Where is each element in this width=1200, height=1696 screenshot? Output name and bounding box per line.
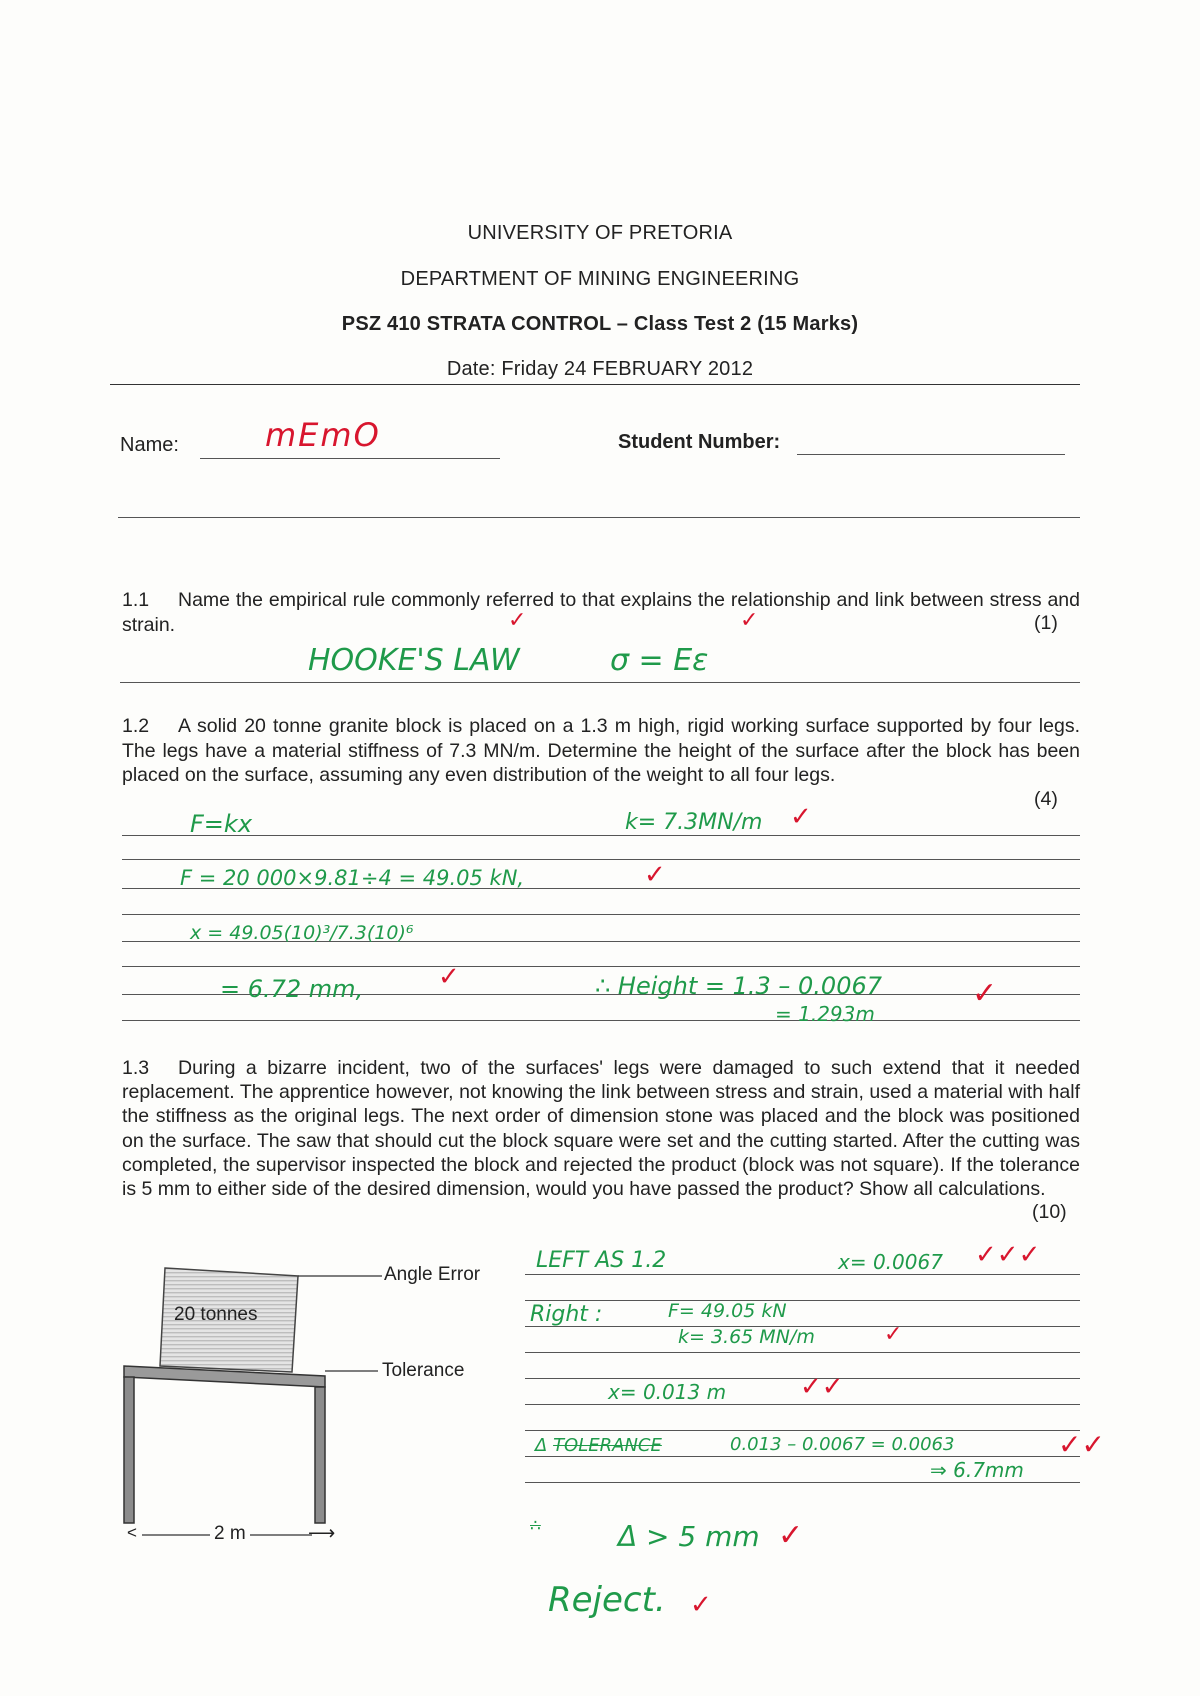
- answer-line: [525, 1456, 1080, 1457]
- question-marks: (10): [1032, 1201, 1067, 1223]
- answer-line: [120, 682, 1080, 683]
- check-mark: ✓: [438, 962, 460, 992]
- arrow-left-icon: <: [127, 1523, 137, 1542]
- struck-word: ∴: [530, 1516, 541, 1536]
- answer-left-x: x= 0.0067: [838, 1250, 943, 1274]
- answer-line: [525, 1404, 1080, 1405]
- name-line: [200, 458, 500, 459]
- block-label: 20 tonnes: [174, 1304, 258, 1325]
- table-block-diagram: [120, 1260, 500, 1550]
- answer-left: LEFT AS 1.2: [536, 1248, 667, 1273]
- answer-height: ∴ Height = 1.3 – 0.0067: [595, 972, 883, 1000]
- answer-line: [525, 1352, 1080, 1353]
- name-divider: [118, 517, 1080, 518]
- double-check-mark: ✓✓: [1058, 1428, 1105, 1461]
- check-mark: ✓: [790, 802, 812, 832]
- question-number: 1.2: [122, 715, 150, 737]
- answer-line: [525, 1482, 1080, 1483]
- answer-height-result: = 1.293m: [775, 1002, 875, 1026]
- university-title: UNIVERSITY OF PRETORIA: [467, 222, 733, 244]
- question-text: Name the empirical rule commonly referred to that explains the relationship and link between stress and strain.: [122, 589, 1080, 636]
- check-mark: ✓: [508, 608, 527, 633]
- name-label: Name:: [120, 434, 179, 456]
- question-number: 1.3: [122, 1057, 150, 1079]
- check-mark: ✓: [644, 860, 666, 890]
- answer-line: [122, 914, 1080, 915]
- width-label: 2 m: [214, 1523, 246, 1544]
- student-number-label: Student Number:: [618, 431, 781, 453]
- struck-word: TOLERANCE: [553, 1435, 662, 1456]
- question-1-1: [122, 588, 1080, 637]
- question-marks: (4): [1034, 788, 1058, 810]
- answer-displacement: x = 49.05(10)³/7.3(10)⁶: [190, 922, 414, 944]
- student-number-line: [797, 454, 1065, 455]
- question-1-2: [122, 714, 1080, 788]
- answer-reject: Reject.: [548, 1580, 666, 1620]
- answer-right-force: F= 49.05 kN: [668, 1300, 787, 1322]
- answer-formula: σ = Eε: [610, 643, 709, 678]
- answer-displacement-result: = 6.72 mm,: [220, 975, 364, 1003]
- answer-right-stiffness: k= 3.65 MN/m: [678, 1326, 815, 1348]
- answer-right-x: x= 0.013 m: [608, 1380, 727, 1404]
- answer-line: [122, 859, 1080, 860]
- tolerance-label: Tolerance: [382, 1360, 465, 1381]
- answer-line: [525, 1430, 1080, 1431]
- delta-tolerance: [535, 1435, 662, 1456]
- question-text: During a bizarre incident, two of the surfaces' legs were damaged to such extend that it needed replacement. The apprentice however, not knowing the link between stress and strain, used a material with half the stiffness as the original legs. The next order of dimension stone was placed and the block was positioned on the surface. The saw that should cut the block square were set and the cutting started. After the cutting was completed, the supervisor inspected the block and rejected the product (block was not square). If the tolerance is 5 mm to either side of the desired dimension, would you have passed the product? Show all calculations.: [122, 1057, 1080, 1201]
- check-mark: ✓: [972, 976, 998, 1011]
- question-1-3: [122, 1056, 1080, 1201]
- question-marks: (1): [1034, 612, 1058, 634]
- answer-line: [122, 1020, 1080, 1021]
- answer-difference: 0.013 – 0.0067 = 0.0063: [730, 1434, 955, 1455]
- course-title: PSZ 410 STRATA CONTROL – Class Test 2 (15 Marks): [341, 313, 859, 335]
- double-check-mark: ✓✓: [800, 1372, 844, 1402]
- check-mark: ✓: [740, 608, 759, 633]
- arrow-right-icon: ⟶: [308, 1523, 336, 1544]
- header-divider: [110, 384, 1080, 385]
- answer-stiffness: k= 7.3MN/m: [625, 810, 763, 835]
- answer-hookes-law: HOOKE'S LAW: [308, 643, 520, 678]
- answer-line: [525, 1274, 1080, 1275]
- test-date: Date: Friday 24 FEBRUARY 2012: [446, 358, 754, 380]
- answer-force: F = 20 000×9.81÷4 = 49.05 kN,: [180, 866, 525, 890]
- answer-line: [525, 1300, 1080, 1301]
- check-mark: ✓: [778, 1518, 804, 1553]
- answer-line-1: F=kx: [190, 810, 253, 838]
- answer-difference-mm: ⇒ 6.7mm: [930, 1458, 1024, 1482]
- angle-error-label: Angle Error: [384, 1264, 481, 1285]
- triple-check-mark: ✓✓✓: [975, 1240, 1041, 1270]
- table-leg-left: [124, 1377, 134, 1523]
- name-value: mEmO: [265, 416, 381, 454]
- answer-right: Right :: [530, 1302, 603, 1327]
- answer-line: [122, 966, 1080, 967]
- question-number: 1.1: [122, 589, 150, 611]
- check-mark: ✓: [884, 1322, 903, 1347]
- check-mark: ✓: [690, 1590, 712, 1620]
- answer-line: [122, 835, 1080, 836]
- table-leg-right: [315, 1387, 325, 1523]
- delta-symbol-icon: Δ: [535, 1435, 548, 1456]
- department-title: DEPARTMENT OF MINING ENGINEERING: [400, 268, 800, 290]
- question-text: A solid 20 tonne granite block is placed on a 1.3 m high, rigid working surface supported by four legs. The legs have a material stiffness of 7.3 MN/m. Determine the height of the surface after the block has been placed on the surface, assuming any even distribution of the weight to all four legs.: [122, 715, 1080, 786]
- answer-conclusion: Δ > 5 mm: [618, 1520, 760, 1553]
